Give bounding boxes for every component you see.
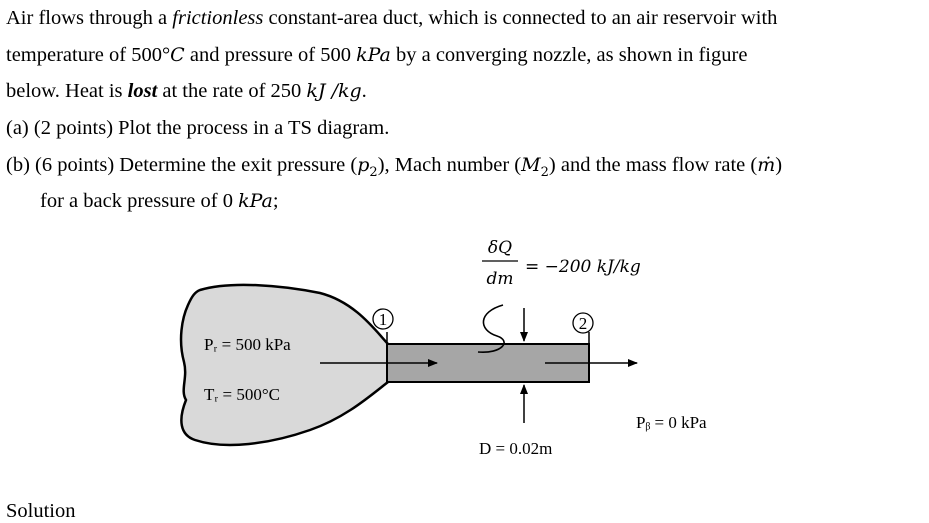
text: below. Heat is: [6, 80, 128, 102]
text: .: [361, 80, 367, 102]
text: ) and the mass flow rate (: [548, 154, 758, 176]
math-unit: kJ /kg: [306, 80, 362, 102]
emphasis-lost: lost: [127, 80, 158, 102]
math-unit: kPa: [356, 44, 391, 66]
text: for a back pressure of 0: [40, 190, 239, 212]
math-symbol: ṁ: [757, 154, 776, 176]
text: Air flows through a: [6, 7, 173, 29]
heat-denominator: dm: [486, 269, 514, 289]
heat-value: = −200 kJ/kg: [525, 257, 641, 277]
math-subscript: 2: [369, 165, 378, 181]
text: (a) (2 points) Plot the process in a TS diagram.: [6, 117, 390, 139]
station-1-label: 1: [378, 310, 388, 329]
station-2-label: 2: [578, 314, 588, 333]
reservoir-temperature: Tᵣ = 500°C: [204, 385, 281, 404]
math-symbol: M: [521, 154, 541, 176]
text: Solution: [6, 500, 76, 522]
solution-heading: [6, 499, 76, 523]
text: and pressure of 500: [184, 44, 357, 66]
text: constant-area duct, which is connected to an air reservoir with: [263, 7, 778, 29]
back-pressure: Pᵦ = 0 kPa: [636, 413, 707, 432]
math-unit: C: [170, 44, 185, 66]
reservoir-pressure: Pᵣ = 500 kPa: [204, 335, 291, 354]
text: (b) (6 points) Determine the exit pressure (: [6, 154, 358, 176]
reservoir-shape: [181, 285, 388, 445]
heat-numerator: δQ: [487, 238, 513, 258]
text: ): [775, 154, 783, 176]
text: by a converging nozzle, as shown in figure: [390, 44, 748, 66]
math-subscript: 2: [540, 165, 549, 181]
text: at the rate of 250: [157, 80, 307, 102]
math-unit: kPa: [238, 190, 273, 212]
math-symbol: p: [357, 154, 370, 176]
text: ), Mach number (: [377, 154, 522, 176]
emphasis-frictionless: frictionless: [172, 7, 264, 29]
duct-diameter: D = 0.02m: [479, 439, 553, 458]
text: ;: [272, 190, 279, 212]
text: temperature of 500°: [6, 44, 171, 66]
